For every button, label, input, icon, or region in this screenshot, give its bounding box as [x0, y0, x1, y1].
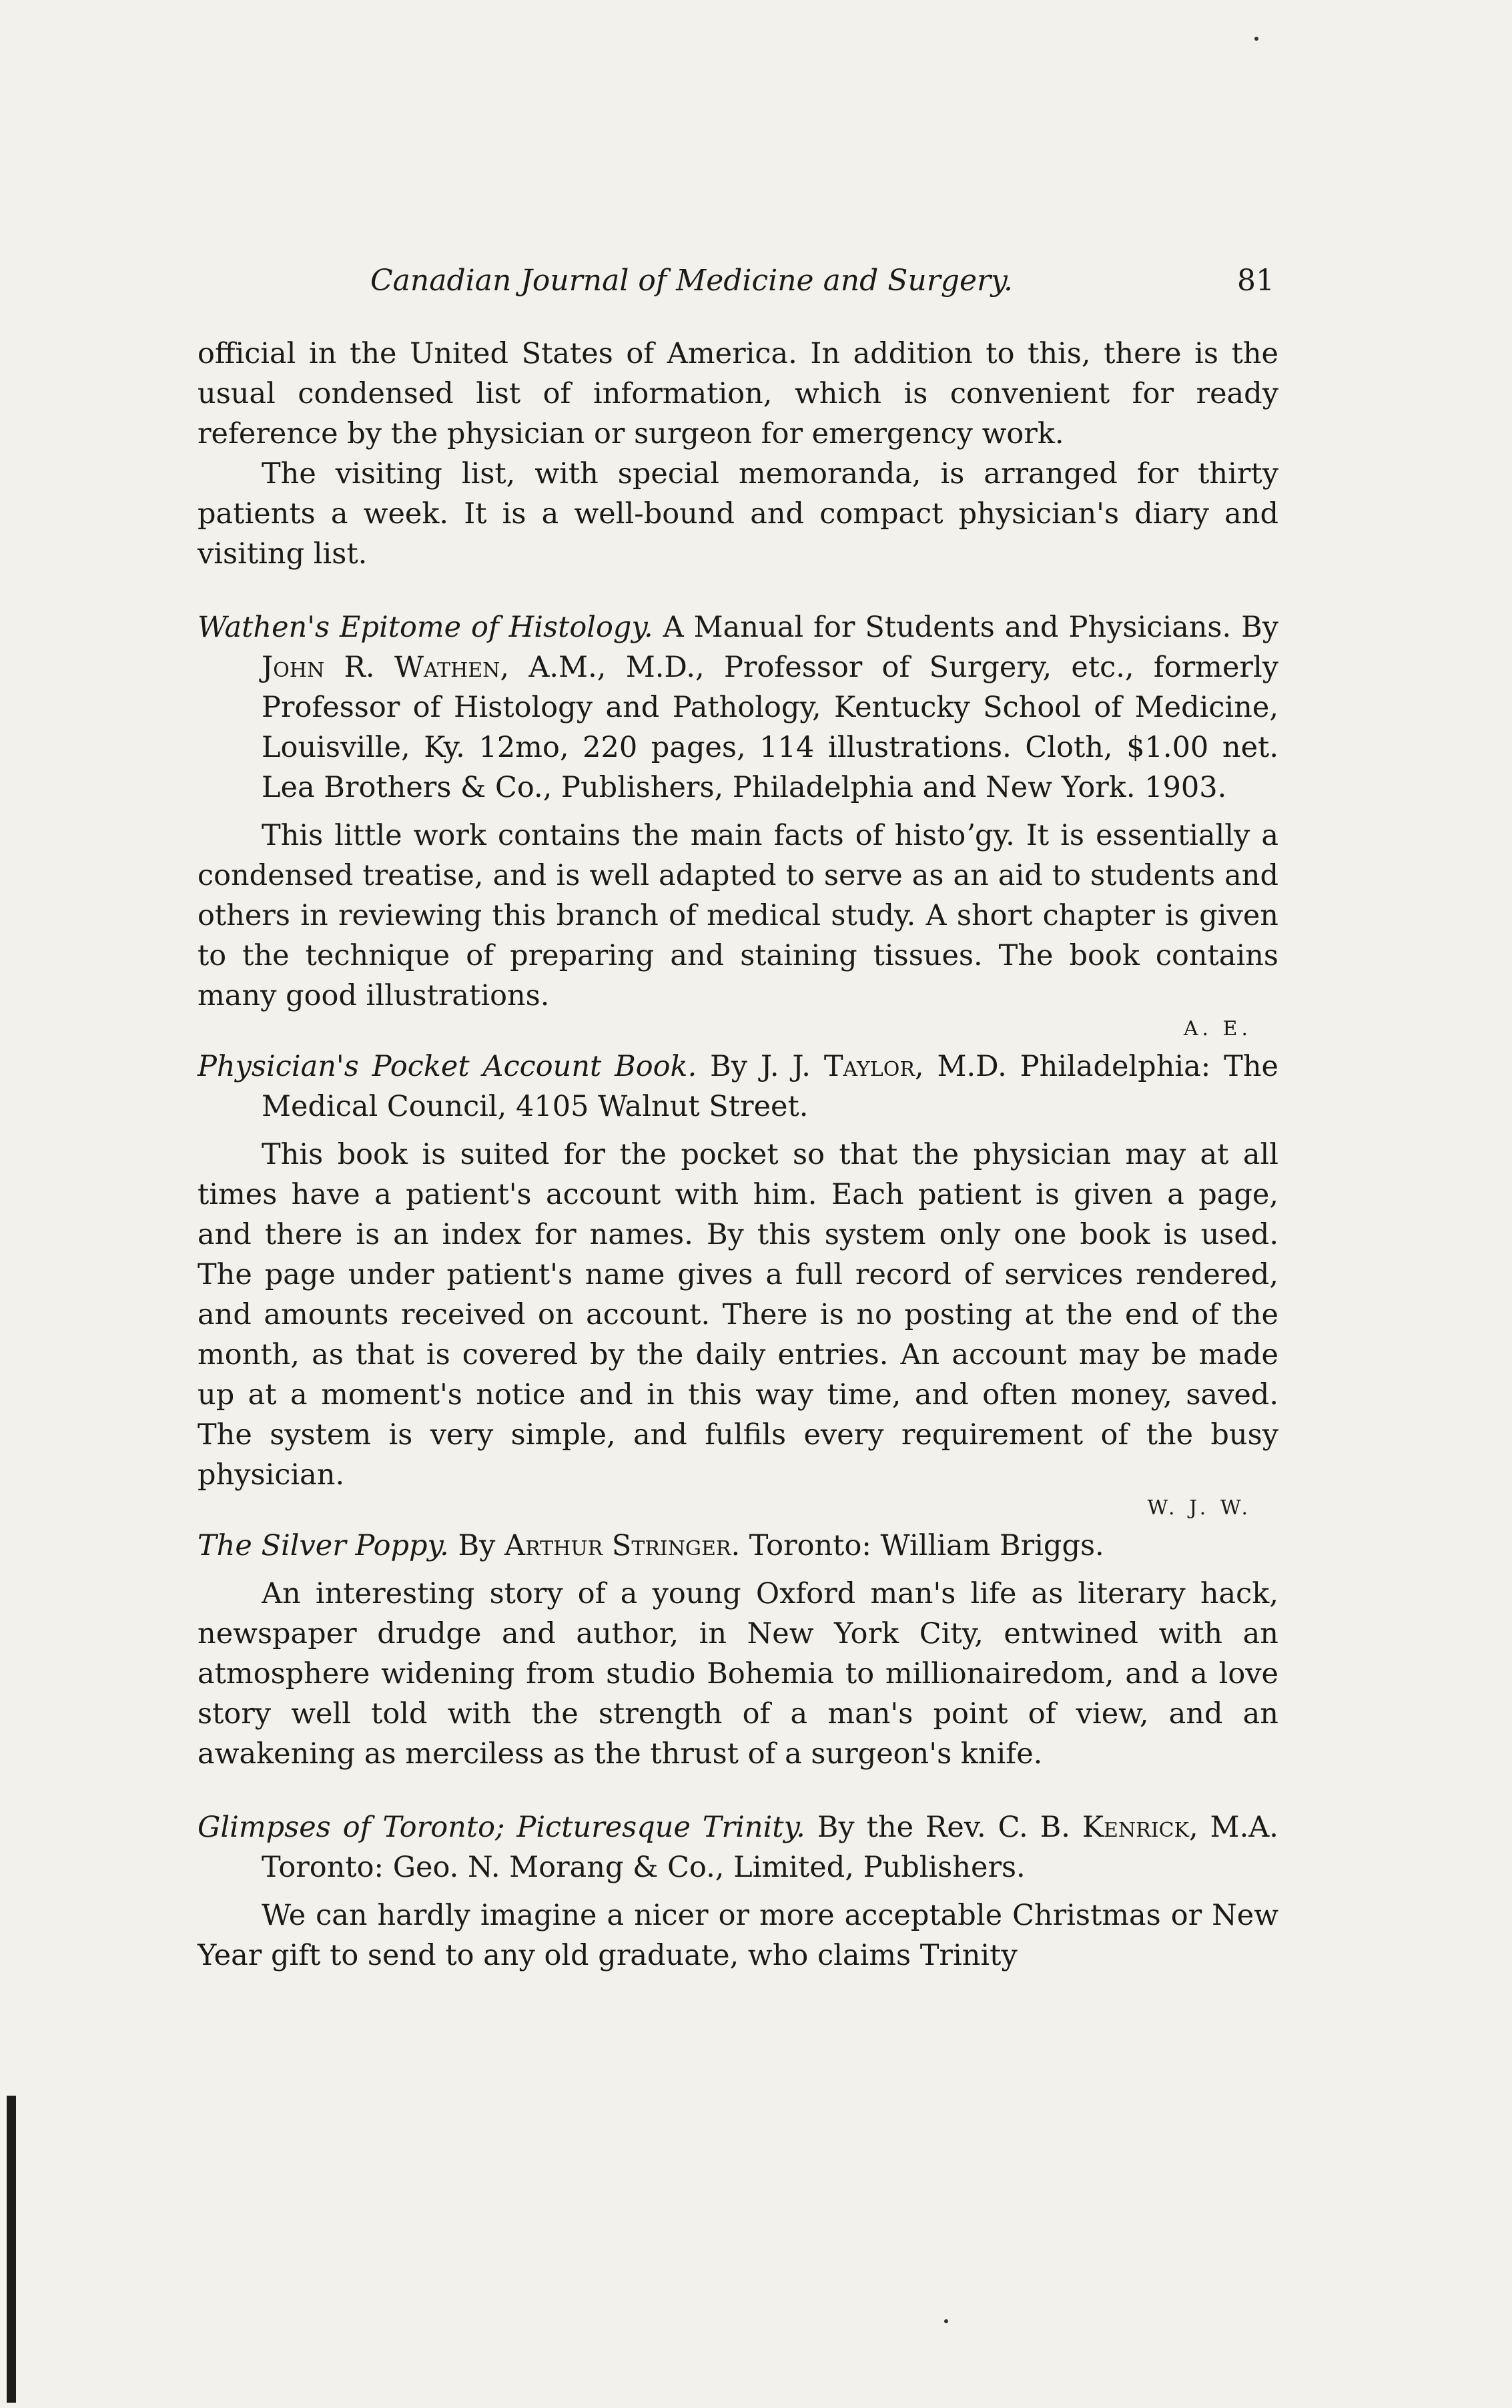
page-number: 81 [1237, 264, 1274, 298]
book-entry-heading [198, 1046, 1278, 1127]
book-citation: By J. J. [697, 1050, 824, 1083]
book-title: The Silver Poppy. [198, 1529, 449, 1562]
scan-speck [944, 2319, 948, 2323]
book-title: Glimpses of Toronto; Picturesque Trinity. [198, 1811, 805, 1844]
book-review: An interesting story of a young Oxford man's life as literary hack, newspaper drudge and author, in New York City, entwined with an atmosphere widening from studio Bohemia to millionairedom, and a love story well told with the strength of a man's point of view, and an awakening as merciless as the thrust of a surgeon's knife. [198, 1577, 1278, 1771]
book-citation: A Manual for Students and Physicians. By [653, 611, 1278, 644]
book-entry-heading [198, 1526, 1278, 1566]
book-citation-rest: , M.D. Philadelphia: The Medical Council, 4105 Walnut Street. [262, 1050, 1278, 1123]
book-review: This little work contains the main facts of histoʼgy. It is essentially a condensed treatise, and is well adapted to serve as an aid to students and others in reviewing this branch of medical study. A short chapter is given to the technique of preparing and staining tissues. The book contains many good illustrations. [198, 819, 1278, 1012]
book-author: Arthur Stringer [504, 1529, 731, 1562]
page-body [198, 334, 1278, 1976]
paragraph-visiting-list: The visiting list, with special memoranda, is arranged for thirty patients a week. It is a well-bound and compact physician's diary and visiting list. [198, 457, 1278, 571]
book-author: Kenrick [1082, 1811, 1189, 1844]
book-entry-heading [198, 607, 1278, 808]
book-review: This book is suited for the pocket so that the physician may at all times have a patient's account with him. Each patient is given a page, and there is an index for names. By this system only one book is used. The page under patient's name gives a full record of services rendered, and amounts received on account. There is no posting at the end of the month, as that is covered by the daily entries. An account may be made up at a moment's notice and in this way time, and often money, saved. The system is very simple, and fulfils every requirement of the busy physician. [198, 1138, 1278, 1492]
running-title: Canadian Journal of Medicine and Surgery. [370, 264, 1014, 298]
book-entry-heading [198, 1807, 1278, 1887]
book-citation: By [448, 1529, 505, 1562]
book-title: Wathen's Epitome of Histology. [198, 611, 653, 644]
book-citation-rest: . Toronto: William Briggs. [731, 1529, 1104, 1562]
book-title: Physician's Pocket Account Book. [198, 1050, 697, 1083]
book-citation-rest: , M.A. Toronto: Geo. N. Morang & Co., Limited, Publishers. [262, 1811, 1278, 1884]
running-header [370, 264, 1274, 306]
reviewer-initials: A. E. [1183, 1017, 1252, 1040]
paragraph-continued: official in the United States of America. In addition to this, there is the usual condensed list of information, which is convenient for ready reference by the physician or surgeon for emergency work. [198, 337, 1278, 450]
book-citation-rest: , A.M., M.D., Professor of Surgery, etc., formerly Professor of Histology and Pathology, Kentucky School of Medicine, Louisville, Ky. 12mo, 220 pages, 114 illustrations. Cloth, $1.00 net. Lea Brothers & Co., Publishers, Philadelphia and New York. 1903. [262, 651, 1278, 804]
book-author: Taylor [823, 1050, 915, 1083]
scan-binding-edge [7, 2096, 16, 2403]
book-citation: By the Rev. C. B. [805, 1811, 1082, 1844]
scan-speck [1254, 37, 1258, 41]
reviewer-initials: W. J. W. [1147, 1496, 1252, 1520]
book-review: We can hardly imagine a nicer or more acceptable Christmas or New Year gift to send to any old graduate, who claims Trinity [198, 1899, 1278, 1972]
book-author: John R. Wathen [262, 651, 500, 684]
